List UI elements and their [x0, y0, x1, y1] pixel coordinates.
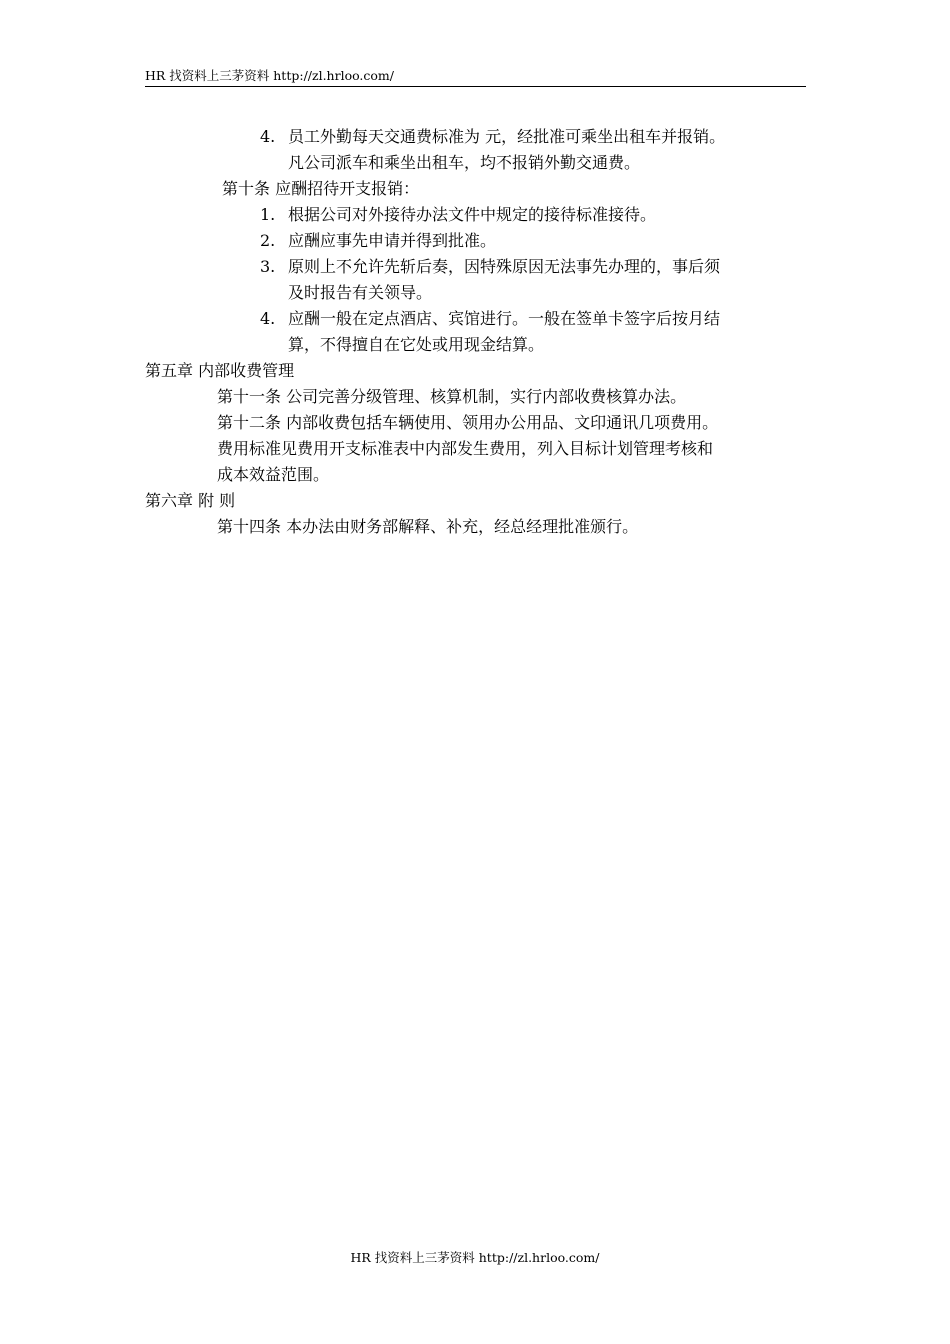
item-continuation: 及时报告有关领导。 [288, 283, 433, 302]
article-12-line: 第十二条 内部收费包括车辆使用、领用办公用品、文印通讯几项费用。 [217, 413, 719, 432]
item-continuation: 凡公司派车和乘坐出租车，均不报销外勤交通费。 [288, 153, 641, 172]
list-item [260, 202, 656, 228]
list-item [260, 124, 725, 150]
article-14: 第十四条 本办法由财务部解释、补充，经总经理批准颁行。 [217, 517, 639, 536]
footer-text: HR 找资料上三茅资料 http://zl.hrloo.com/ [350, 1250, 600, 1265]
list-item [260, 254, 720, 280]
article-11: 第十一条 公司完善分级管理、核算机制，实行内部收费核算办法。 [217, 387, 687, 406]
item-number: 2. [260, 231, 276, 250]
item-text: 员工外勤每天交通费标准为 元，经批准可乘坐出租车并报销。 [288, 127, 726, 146]
page-footer [0, 1248, 950, 1268]
item-number: 4. [260, 309, 276, 328]
item-number: 4. [260, 127, 276, 146]
item-number: 3. [260, 257, 276, 276]
item-continuation: 算，不得擅自在它处或用现金结算。 [288, 335, 545, 354]
list-item [260, 306, 720, 332]
chapter-6-title: 第六章 附 则 [145, 491, 236, 510]
article-12-line: 费用标准见费用开支标准表中内部发生费用，列入目标计划管理考核和 [217, 439, 714, 458]
list-item [260, 228, 496, 254]
article-12-line: 成本效益范围。 [217, 465, 330, 484]
item-text: 应酬一般在定点酒店、宾馆进行。一般在签单卡签字后按月结 [288, 309, 721, 328]
item-text: 原则上不允许先斩后奏，因特殊原因无法事先办理的，事后须 [288, 257, 721, 276]
page-header [145, 66, 806, 87]
chapter-5-title: 第五章 内部收费管理 [145, 361, 295, 380]
item-text: 应酬应事先申请并得到批准。 [288, 231, 497, 250]
article-10-title: 第十条 应酬招待开支报销： [222, 179, 420, 198]
header-text: HR 找资料上三茅资料 http://zl.hrloo.com/ [145, 68, 394, 83]
item-text: 根据公司对外接待办法文件中规定的接待标准接待。 [288, 205, 657, 224]
item-number: 1. [260, 205, 276, 224]
